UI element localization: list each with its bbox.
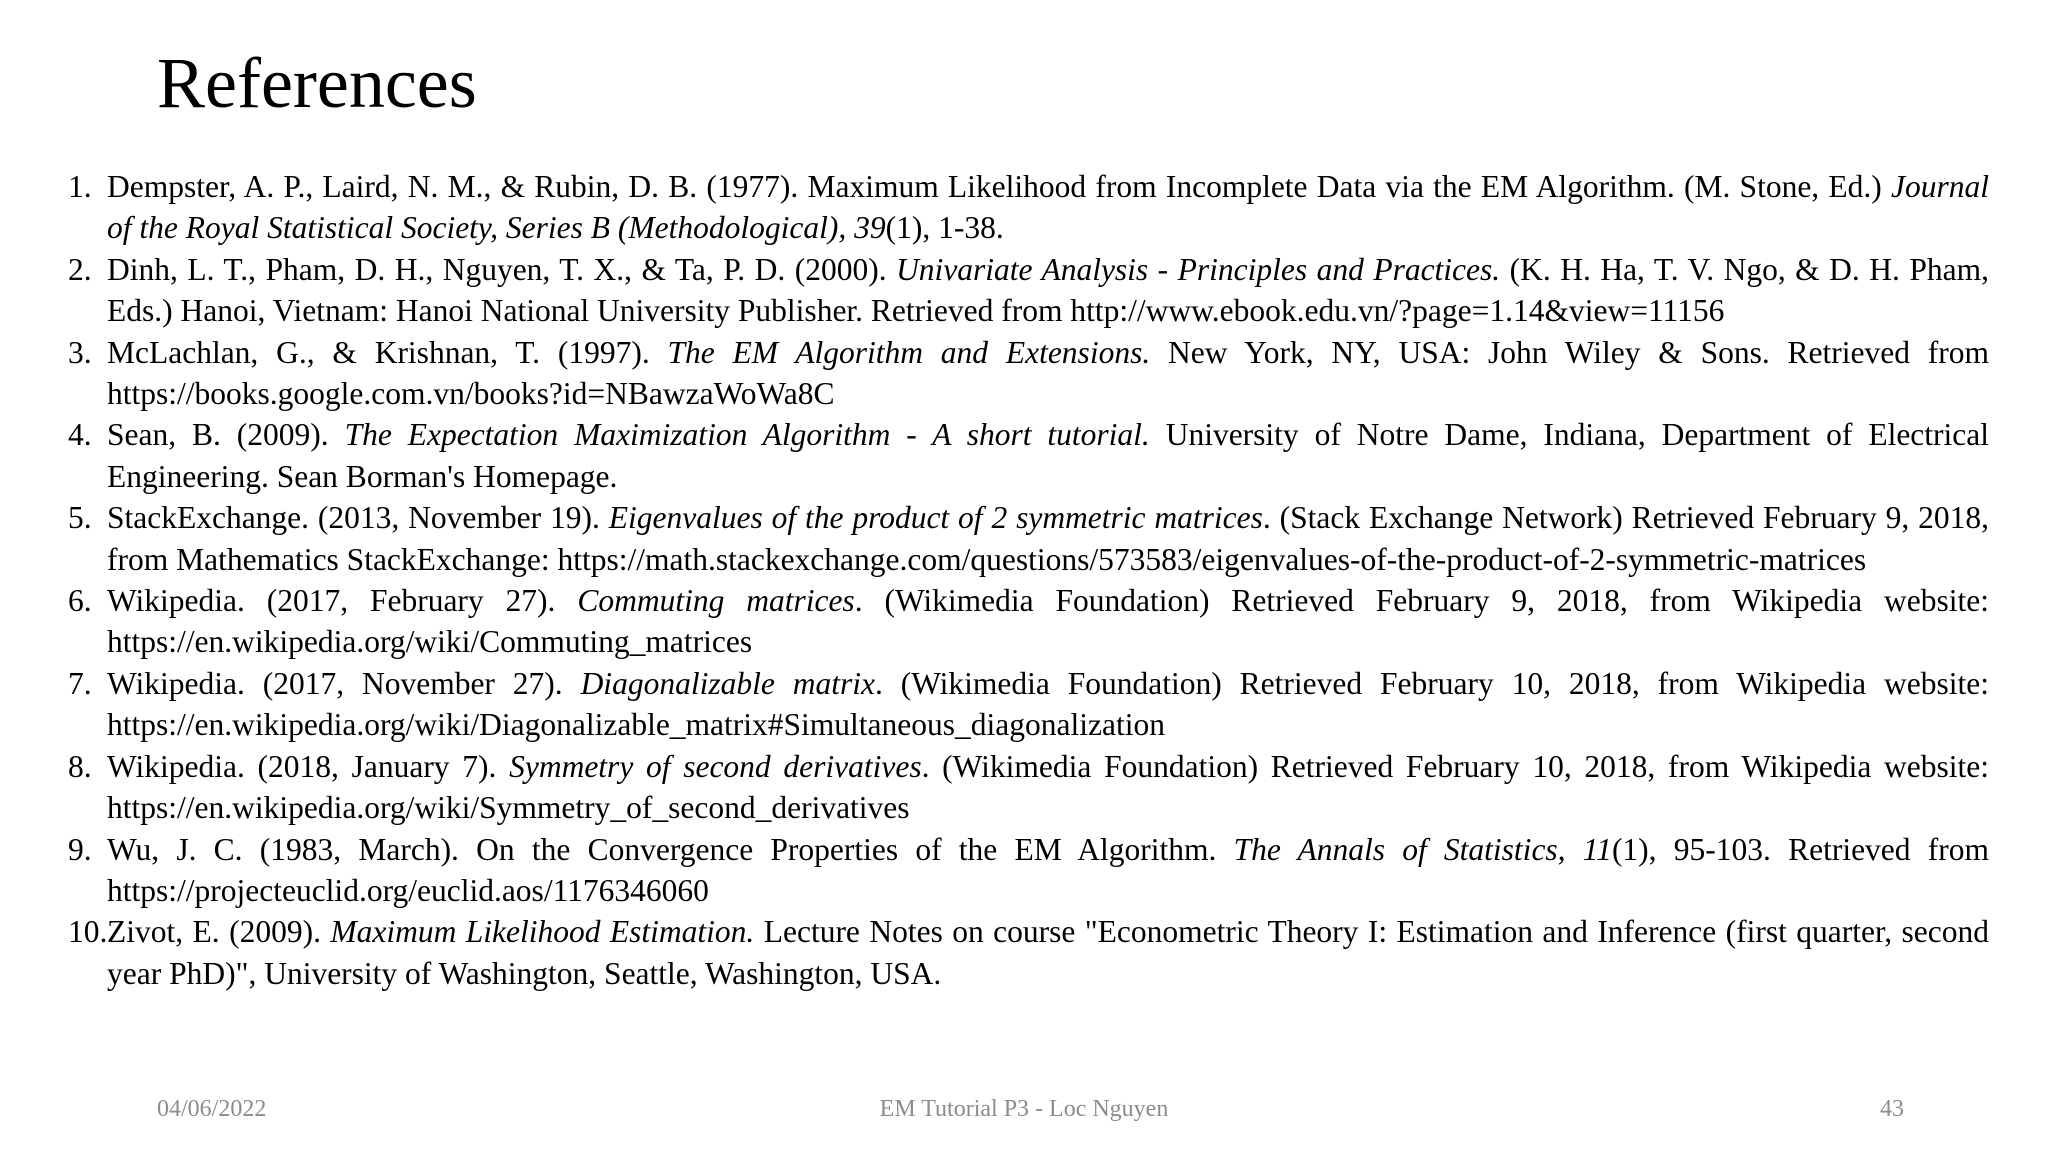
reference-text: Dinh, L. T., Pham, D. H., Nguyen, T. X., & Ta, P. D. (2000). [107, 251, 897, 287]
reference-item [68, 746, 1989, 829]
reference-italic: Eigenvalues of the product of 2 symmetric matrices [608, 500, 1263, 536]
reference-text: University of Notre Dame, Indiana, Department of Electrical Engineering. Sean Borman's Homepage. [107, 417, 1989, 494]
reference-number: 10. [68, 914, 108, 950]
footer-title: EM Tutorial P3 - Loc Nguyen [879, 1096, 1169, 1122]
reference-text: . (Stack Exchange Network) Retrieved February 9, 2018, from Mathematics StackExchange: https://math.stackexchange.com/questions/573583/eigenvalues-of-the-product-of-2-symmetric-matrices [107, 500, 1989, 577]
reference-item [68, 497, 1989, 580]
reference-number: 2. [68, 251, 92, 287]
reference-text: Wikipedia. (2017, November 27). [107, 665, 581, 701]
reference-italic: The Annals of Statistics, 11 [1233, 831, 1612, 867]
reference-item [68, 249, 1989, 332]
reference-text: Wikipedia. (2017, February 27). [107, 583, 578, 619]
reference-text: Lecture Notes on course "Econometric Theory I: Estimation and Inference (first quarter, second year PhD)", University of Washington, Seattle, Washington, USA. [107, 914, 1989, 991]
reference-italic: Maximum Likelihood Estimation. [330, 914, 755, 950]
reference-number: 9. [68, 831, 92, 867]
reference-italic: Univariate Analysis - Principles and Practices. [896, 251, 1501, 287]
reference-italic: The EM Algorithm and Extensions. [667, 334, 1151, 370]
reference-number: 1. [68, 169, 92, 204]
reference-item [68, 829, 1989, 912]
reference-italic: The Expectation Maximization Algorithm - A short tutorial. [344, 417, 1150, 453]
footer-date: 04/06/2022 [157, 1096, 267, 1122]
reference-text: Dempster, A. P., Laird, N. M., & Rubin, D. B. (1977). Maximum Likelihood from Incomplete Data via the EM Algorithm. (M. Stone, Ed.) [107, 169, 1891, 204]
reference-italic: Symmetry of second derivatives [509, 748, 922, 784]
reference-text: Sean, B. (2009). [107, 417, 345, 453]
reference-italic: Diagonalizable matrix [580, 665, 875, 701]
page-number: 43 [1880, 1096, 1904, 1122]
reference-item [68, 663, 1989, 746]
reference-number: 8. [68, 748, 92, 784]
reference-text: (K. H. Ha, T. V. Ngo, & D. H. Pham, Eds.) Hanoi, Vietnam: Hanoi National University Publisher. Retrieved from http://www.ebook.edu.vn/?page=1.14&view=11156 [107, 251, 1989, 329]
reference-text: New York, NY, USA: John Wiley & Sons. Retrieved from https://books.google.com.vn/books?id=NBawzaWoWa8C [107, 334, 1989, 412]
reference-number: 4. [68, 417, 92, 453]
reference-text: Zivot, E. (2009). [107, 914, 331, 950]
reference-number: 6. [68, 583, 92, 619]
reference-text: . (Wikimedia Foundation) Retrieved February 10, 2018, from Wikipedia website: https://en.wikipedia.org/wiki/Symmetry_of_second_derivatives [107, 748, 1989, 826]
reference-text: . (Wikimedia Foundation) Retrieved February 10, 2018, from Wikipedia website: https://en.wikipedia.org/wiki/Diagonalizable_matrix#Simultaneous_diagonalization [107, 665, 1989, 743]
slide-title: References [157, 43, 477, 123]
reference-item [68, 580, 1989, 663]
reference-italic: Journal of the Royal Statistical Society, Series B (Methodological), 39 [107, 169, 1989, 246]
reference-text: McLachlan, G., & Krishnan, T. (1997). [107, 334, 668, 370]
reference-italic: Commuting matrices [577, 583, 855, 619]
reference-item [68, 911, 1989, 994]
reference-number: 7. [68, 665, 92, 701]
reference-item [68, 414, 1989, 497]
reference-text: Wikipedia. (2018, January 7). [107, 748, 510, 784]
reference-text: (1), 95-103. Retrieved from https://projecteuclid.org/euclid.aos/1176346060 [107, 831, 1989, 908]
reference-item [68, 332, 1989, 415]
reference-text: (1), 1-38. [885, 210, 1004, 246]
reference-number: 5. [68, 500, 92, 536]
reference-number: 3. [68, 334, 92, 370]
reference-list [68, 166, 1989, 994]
reference-text: . (Wikimedia Foundation) Retrieved February 9, 2018, from Wikipedia website: https://en.wikipedia.org/wiki/Commuting_matrices [107, 583, 1989, 660]
reference-item [68, 166, 1989, 249]
reference-text: StackExchange. (2013, November 19). [107, 500, 609, 536]
reference-text: Wu, J. C. (1983, March). On the Convergence Properties of the EM Algorithm. [107, 831, 1234, 867]
